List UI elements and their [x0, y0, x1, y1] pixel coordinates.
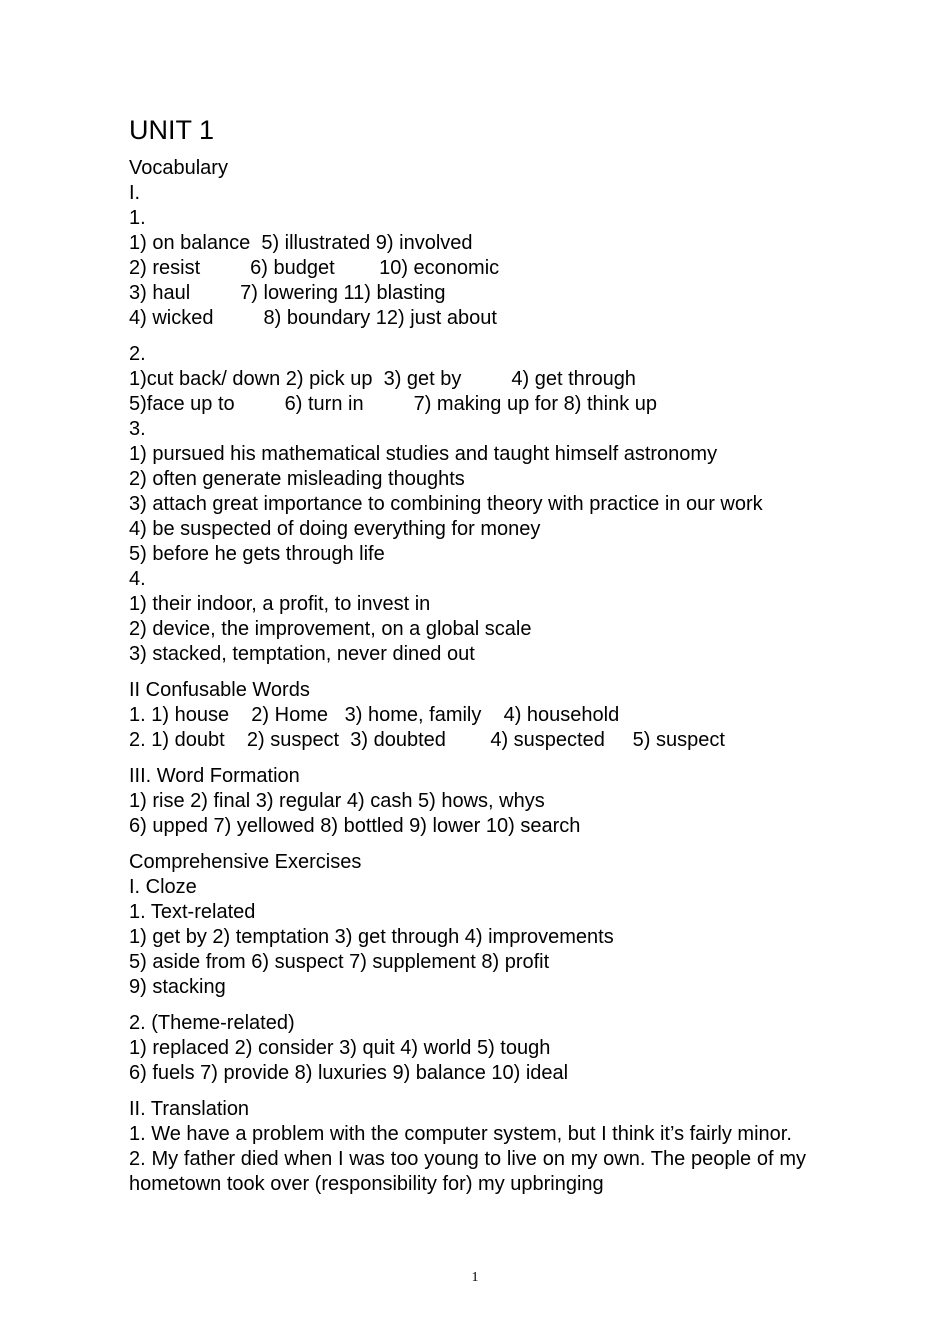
answer-line: 2. 1) doubt 2) suspect 3) doubted 4) suspected 5) suspect — [129, 729, 725, 751]
answer-line: 1) get by 2) temptation 3) get through 4) improvements — [129, 926, 614, 948]
part-label: I. — [129, 182, 141, 204]
exercise-number: 4. — [129, 568, 146, 590]
answer-line: 1. 1) house 2) Home 3) home, family 4) household — [129, 704, 620, 726]
answer-line: 6) fuels 7) provide 8) luxuries 9) balance 10) ideal — [129, 1062, 569, 1084]
answer-line: 3) haul 7) lowering 11) blasting — [129, 282, 446, 304]
section-heading-comprehensive-exercises: Comprehensive Exercises — [129, 851, 362, 873]
spacer — [129, 1000, 806, 1011]
exercise-number: 2. — [129, 343, 146, 365]
exercise-number: 3. — [129, 418, 146, 440]
answer-line: 2) often generate misleading thoughts — [129, 468, 465, 490]
answer-line: 5)face up to 6) turn in 7) making up for 8) think up — [129, 393, 658, 415]
exercise-number: 1. — [129, 207, 146, 229]
answer-line: 5) aside from 6) suspect 7) supplement 8) profit — [129, 951, 550, 973]
exercise-number: 1. Text-related — [129, 901, 256, 923]
answer-line: 4) wicked 8) boundary 12) just about — [129, 307, 497, 329]
section-heading-confusable-words: II Confusable Words — [129, 679, 310, 701]
section-heading-vocabulary: Vocabulary — [129, 157, 228, 179]
subsection-heading-cloze: I. Cloze — [129, 876, 197, 898]
answer-line: 1) their indoor, a profit, to invest in — [129, 593, 431, 615]
exercise-number: 2. (Theme-related) — [129, 1012, 295, 1034]
spacer — [129, 667, 806, 678]
translation-answer: 2. My father died when I was too young to live on my own. The people of my hometown took over (responsibility for) my upbringing — [129, 1148, 806, 1195]
spacer — [129, 753, 806, 764]
answer-line: 1) on balance 5) illustrated 9) involved — [129, 232, 473, 254]
answer-line: 2) device, the improvement, on a global scale — [129, 618, 532, 640]
answer-line: 5) before he gets through life — [129, 543, 385, 565]
page-number: 1 — [471, 1270, 479, 1285]
answer-line: 1) replaced 2) consider 3) quit 4) world 5) tough — [129, 1037, 551, 1059]
answer-line: 3) stacked, temptation, never dined out — [129, 643, 475, 665]
spacer — [129, 331, 806, 342]
spacer — [129, 1086, 806, 1097]
answer-line: 6) upped 7) yellowed 8) bottled 9) lower 10) search — [129, 815, 581, 837]
answer-line: 3) attach great importance to combining theory with practice in our work — [129, 493, 763, 515]
answer-line: 1) pursued his mathematical studies and taught himself astronomy — [129, 443, 718, 465]
translation-answer: 1. We have a problem with the computer system, but I think it’s fairly minor. — [129, 1123, 792, 1145]
section-heading-word-formation: III. Word Formation — [129, 765, 300, 787]
document-body — [129, 110, 806, 1197]
subsection-heading-translation: II. Translation — [129, 1098, 250, 1120]
spacer — [129, 839, 806, 850]
answer-line: 4) be suspected of doing everything for money — [129, 518, 541, 540]
answer-line: 1)cut back/ down 2) pick up 3) get by 4) get through — [129, 368, 636, 390]
unit-title: UNIT 1 — [129, 115, 215, 145]
answer-line: 1) rise 2) final 3) regular 4) cash 5) hows, whys — [129, 790, 545, 812]
answer-line: 2) resist 6) budget 10) economic — [129, 257, 500, 279]
answer-line: 9) stacking — [129, 976, 226, 998]
